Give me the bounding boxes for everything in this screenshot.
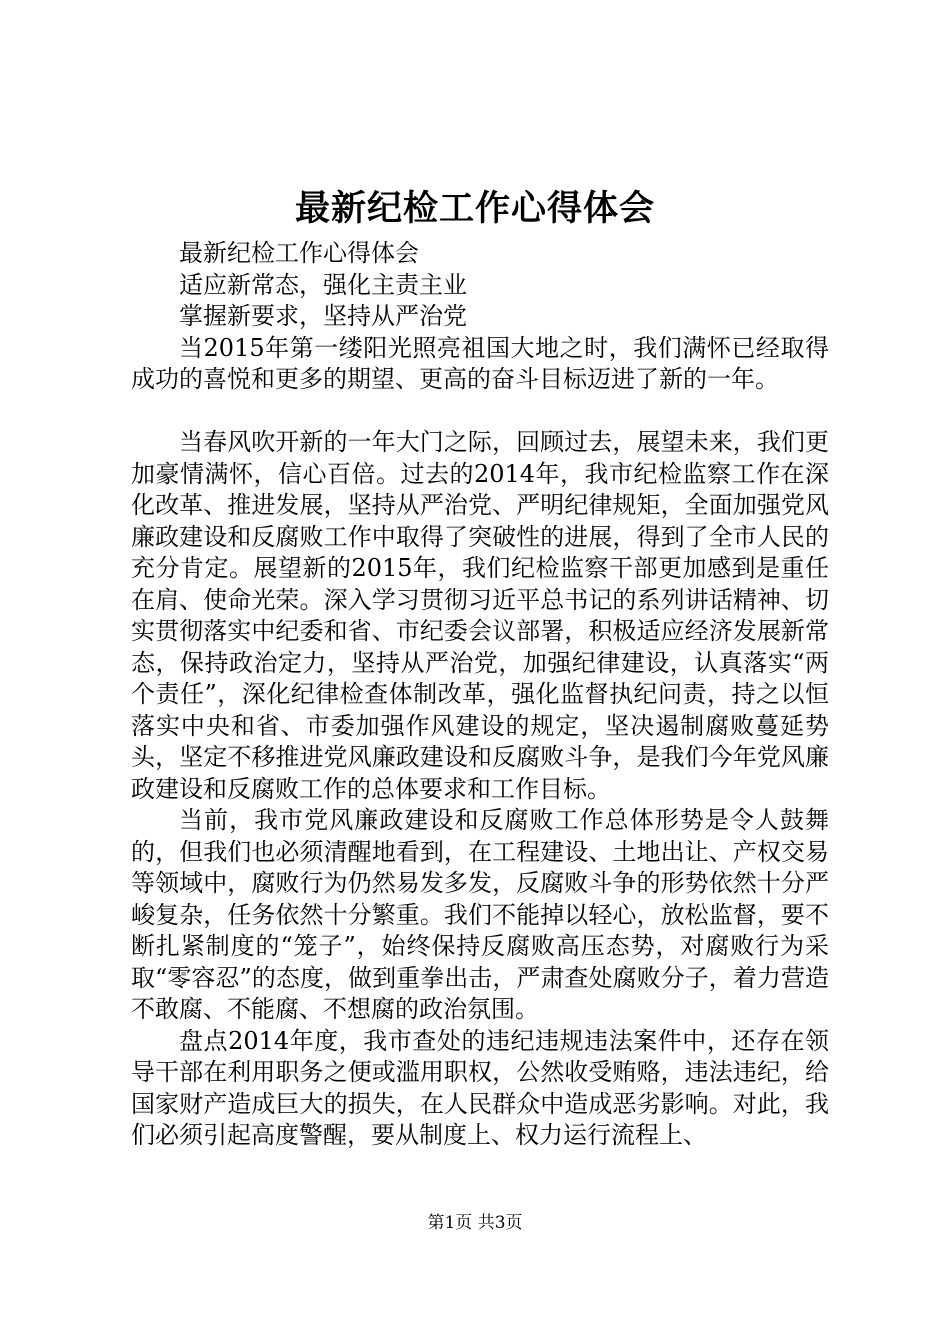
page-number-footer: 第1页 共3页 [427,1213,523,1233]
subtitle-line: 掌握新要求，坚持从严治党 [179,302,467,330]
blank-line [131,396,829,428]
document-title: 最新纪检工作心得体会 [294,188,655,229]
body-paragraph: 当2015年第一缕阳光照亮祖国大地之时，我们满怀已经取得成功的喜悦和更多的期望、更高的奋斗目标迈进了新的一年。 [131,333,829,393]
body-paragraph: 当前，我市党风廉政建设和反腐败工作总体形势是令人鼓舞的，但我们也必须清醒地看到，在工程建设、土地出让、产权交易等领域中，腐败行为仍然易发多发，反腐败斗争的形势依然十分严峻复杂，任务依然十分繁重。我们不能掉以轻心，放松监督，要不断扎紧制度的“笼子”，始终保持反腐败高压态势，对腐败行为采取“零容忍”的态度，做到重拳出击，严肃查处腐败分子，着力营造不敢腐、不能腐、不想腐的政治氛围。 [131,806,829,1023]
subtitle-line: 最新纪检工作心得体会 [179,239,419,267]
body-paragraph: 当春风吹开新的一年大门之际，回顾过去，展望未来，我们更加豪情满怀，信心百倍。过去的2014年，我市纪检监察工作在深化改革、推进发展，坚持从严治党、严明纪律规矩，全面加强党风廉政建设和反腐败工作中取得了突破性的进展，得到了全市人民的充分肯定。展望新的2015年，我们纪检监察干部更加感到是重任在肩、使命光荣。深入学习贯彻习近平总书记的系列讲话精神、切实贯彻落实中纪委和省、市纪委会议部署，积极适应经济发展新常态，保持政治定力，坚持从严治党，加强纪律建设，认真落实“两个责任”，深化纪律检查体制改革，强化监督执纪问责，持之以恒落实中央和省、市委加强作风建设的规定，坚决遏制腐败蔓延势头，坚定不移推进党风廉政建设和反腐败斗争，是我们今年党风廉政建设和反腐败工作的总体要求和工作目标。 [131,428,829,803]
document-body [131,238,829,1152]
subtitle-line: 适应新常态，强化主责主业 [179,270,467,299]
body-paragraph: 盘点2014年度，我市查处的违纪违规违法案件中，还存在领导干部在利用职务之便或滥用职权，公然收受贿赂，违法违纪，给国家财产造成巨大的损失，在人民群众中造成恶劣影响。对此，我们必须引起高度警醒，要从制度上、权力运行流程上、 [131,1026,829,1149]
